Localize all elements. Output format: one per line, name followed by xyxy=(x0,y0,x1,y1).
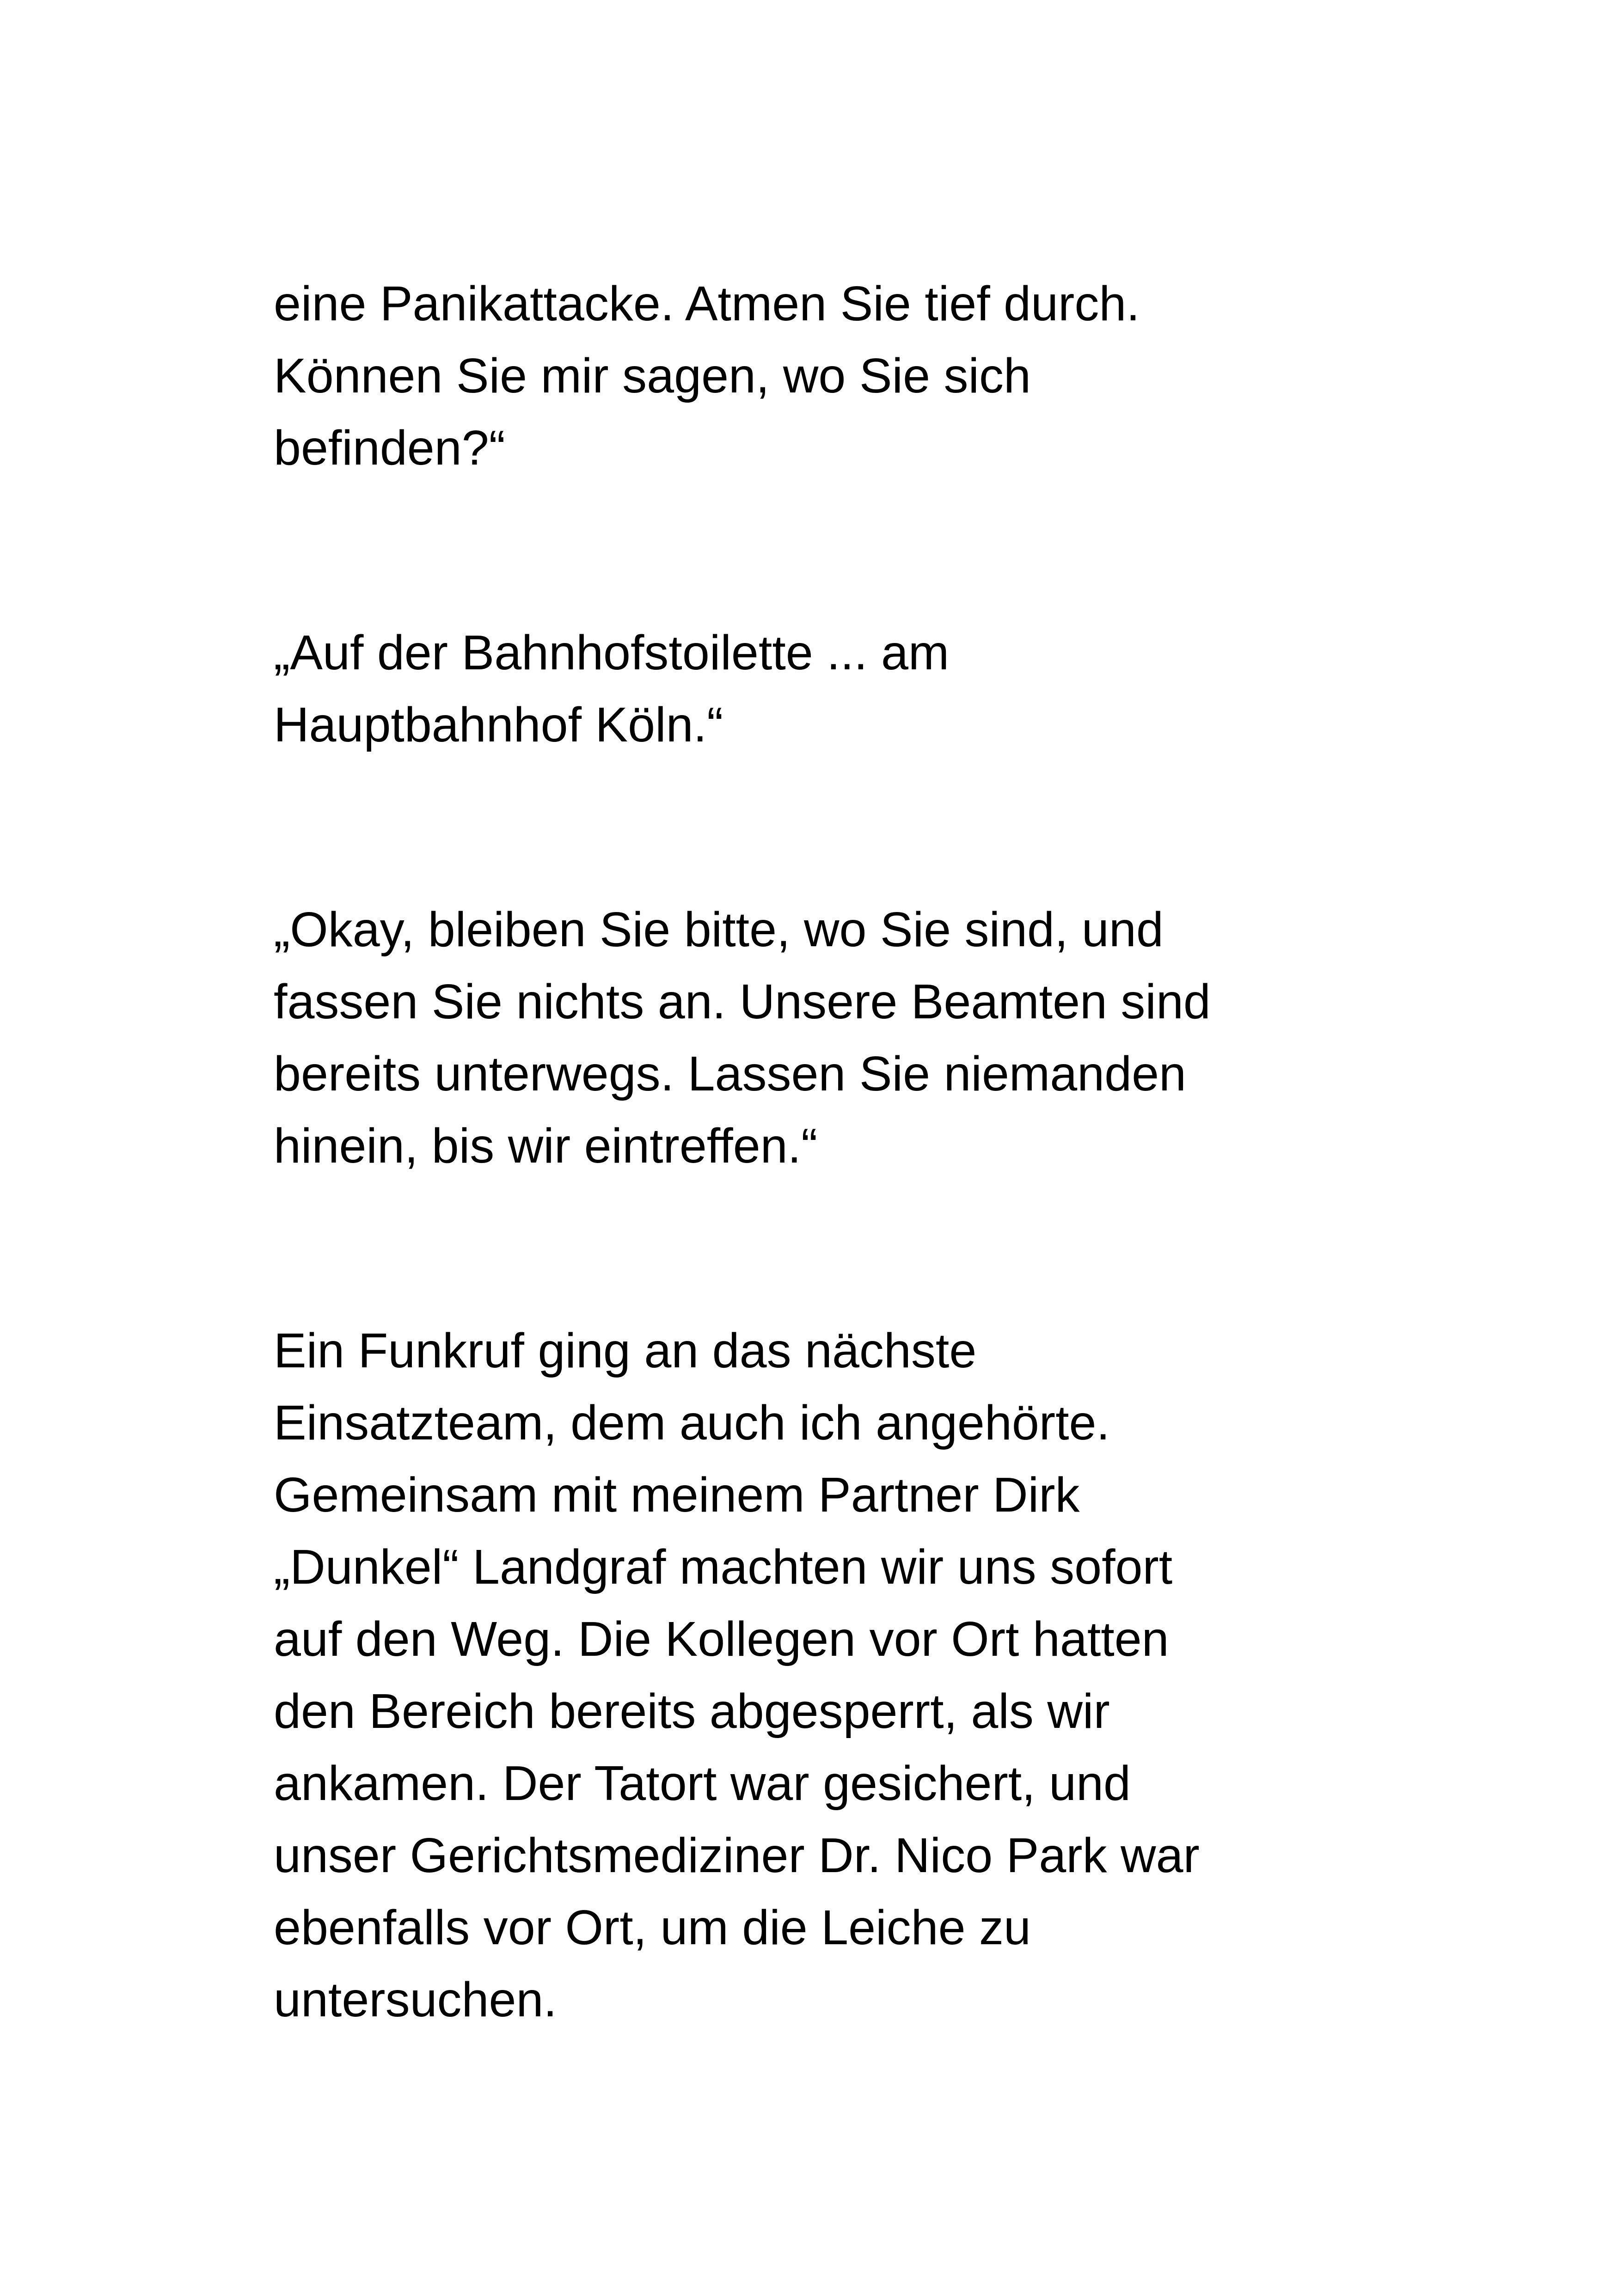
text-line: fassen Sie nichts an. Unsere Beamten sind xyxy=(274,974,1211,1029)
text-line: Gemeinsam mit meinem Partner Dirk xyxy=(274,1468,1080,1522)
text-line: Können Sie mir sagen, wo Sie sich xyxy=(274,349,1031,403)
text-line: eine Panikattacke. Atmen Sie tief durch. xyxy=(274,276,1140,331)
text-line: hinein, bis wir eintreffen.“ xyxy=(274,1119,818,1173)
text-line: „Dunkel“ Landgraf machten wir uns sofort xyxy=(274,1540,1173,1594)
text-line: Einsatzteam, dem auch ich angehörte. xyxy=(274,1396,1110,1450)
text-line: bereits unterwegs. Lassen Sie niemanden xyxy=(274,1047,1186,1101)
text-line: Hauptbahnhof Köln.“ xyxy=(274,698,723,752)
text-line: befinden?“ xyxy=(274,421,505,475)
text-line: „Okay, bleiben Sie bitte, wo Sie sind, und xyxy=(274,902,1164,957)
text-line: den Bereich bereits abgesperrt, als wir xyxy=(274,1684,1110,1739)
text-line: ebenfalls vor Ort, um die Leiche zu xyxy=(274,1900,1031,1955)
text-line: auf den Weg. Die Kollegen vor Ort hatten xyxy=(274,1612,1169,1666)
text-line: „Auf der Bahnhofstoilette ... am xyxy=(274,625,950,680)
text-line: untersuchen. xyxy=(274,1972,557,2027)
text-line: Ein Funkruf ging an das nächste xyxy=(274,1323,977,1378)
text-line: unser Gerichtsmediziner Dr. Nico Park war xyxy=(274,1828,1200,1883)
text-line: ankamen. Der Tatort war gesichert, und xyxy=(274,1756,1131,1811)
